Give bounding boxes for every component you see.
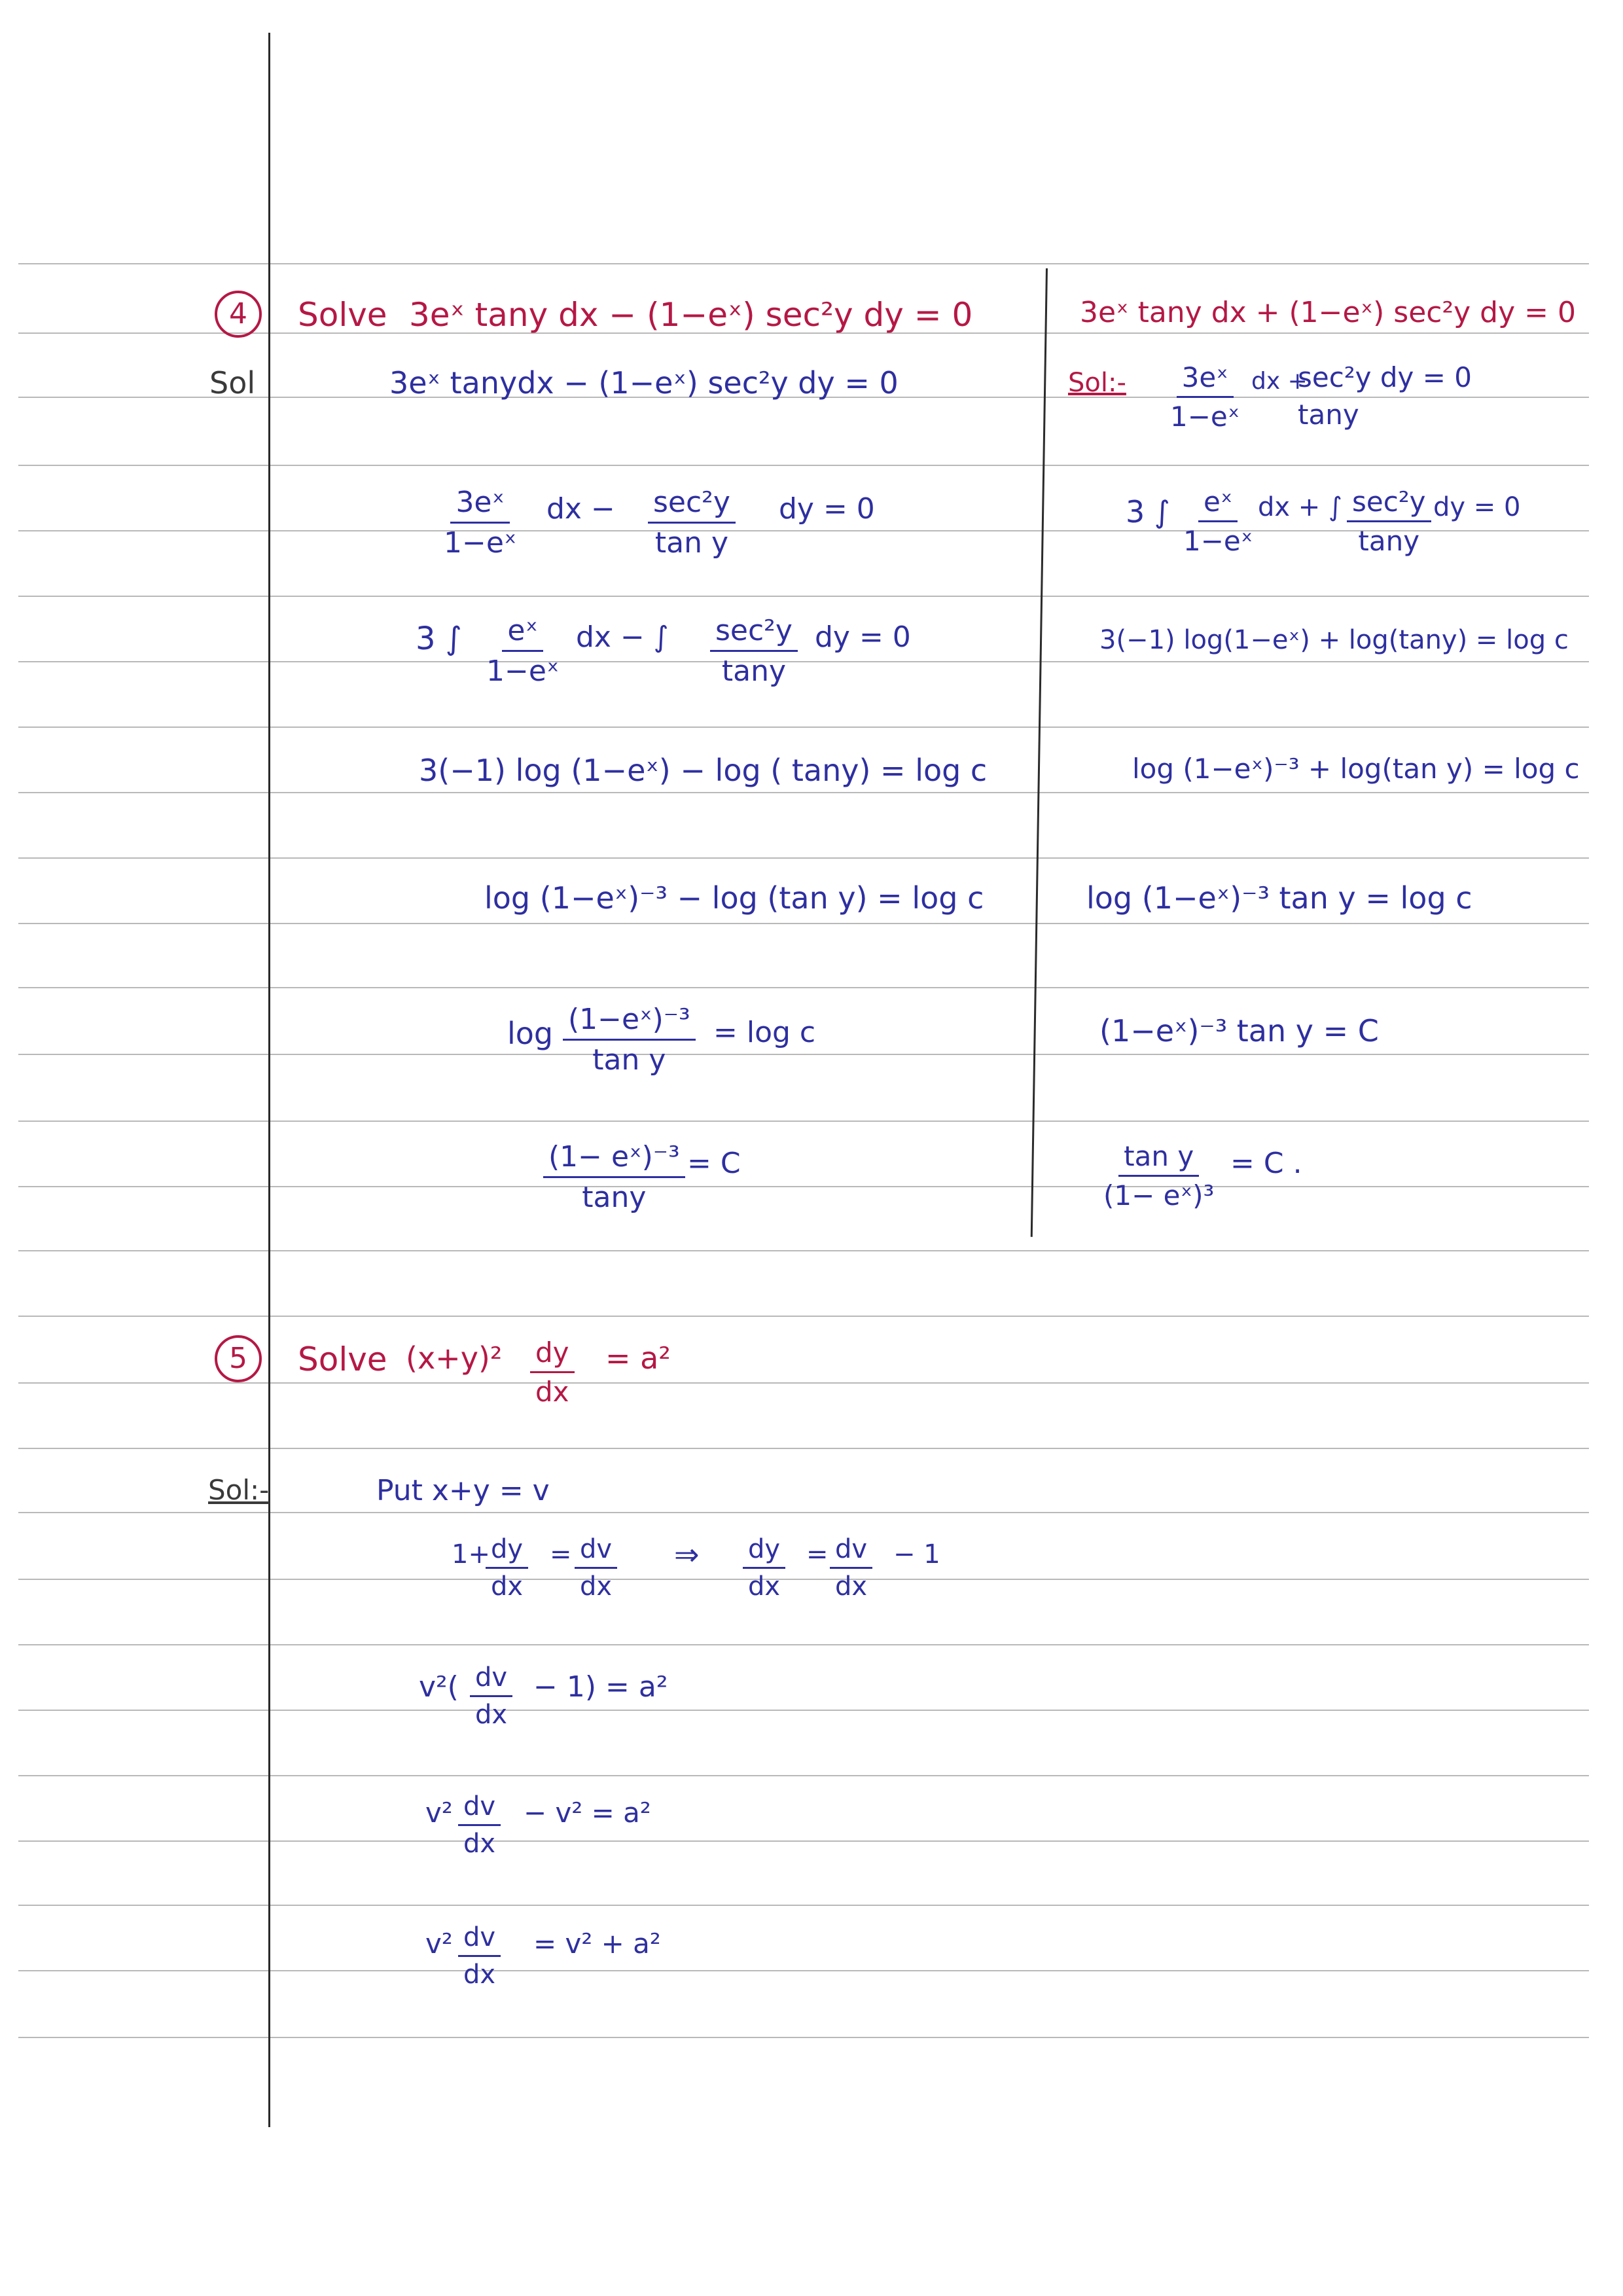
p5-s3-end: − v² = a² — [524, 1797, 651, 1829]
p4-step7-end: = C — [687, 1147, 741, 1180]
rule-line — [18, 1316, 1589, 1317]
rule-line — [18, 1186, 1589, 1187]
alt-step4: log (1−eˣ)⁻³ + log(tan y) = log c — [1132, 753, 1580, 785]
rule-line — [18, 1840, 1589, 1842]
alt-step5: log (1−eˣ)⁻³ tan y = log c — [1086, 880, 1472, 916]
denominator: dx — [835, 1571, 868, 1602]
p5-put: Put x+y = v — [376, 1474, 550, 1507]
p5-s2-left: v²( — [419, 1670, 459, 1704]
alt-step2-left: 3 ∫ — [1126, 494, 1170, 529]
problem-number-4: 4 — [215, 291, 262, 338]
denominator: dx — [535, 1376, 569, 1408]
rule-line — [18, 1054, 1589, 1055]
rule-line — [18, 726, 1589, 728]
alt-question: 3eˣ tany dx + (1−eˣ) sec²y dy = 0 — [1080, 296, 1576, 329]
p5-s1-eq2: = — [806, 1539, 829, 1570]
alt-step2-mid: dx + ∫ — [1258, 492, 1342, 522]
alt-step2-frac-a — [1178, 486, 1258, 557]
p5-s3-frac — [458, 1791, 501, 1859]
p4-step3-frac-b — [710, 614, 798, 688]
rule-line — [18, 465, 1589, 466]
alt-step2-end: dy = 0 — [1433, 492, 1521, 522]
rule-line — [18, 1775, 1589, 1776]
denominator: dx — [463, 1960, 496, 1990]
denominator: (1− eˣ)³ — [1103, 1179, 1215, 1211]
p5-s1-frac-c — [743, 1534, 785, 1602]
rule-line — [18, 923, 1589, 924]
denominator: tan y — [592, 1043, 666, 1077]
sol-label-5: Sol:- — [208, 1474, 270, 1506]
p4-step7-frac — [543, 1140, 685, 1214]
numerator: dv — [458, 1791, 501, 1826]
denominator: tany — [582, 1181, 647, 1214]
alt-step1-frac-a — [1165, 361, 1245, 433]
alt-step1-frac-b — [1293, 361, 1477, 431]
numerator: dy — [530, 1336, 575, 1373]
numerator: dy — [743, 1534, 785, 1569]
numerator: sec²y — [1347, 486, 1431, 522]
numerator: (1−eˣ)⁻³ — [563, 1003, 696, 1041]
p5-s1-eq: = — [550, 1539, 572, 1570]
p5-s3-left: v² — [425, 1797, 453, 1829]
denominator: 1−eˣ — [486, 655, 560, 688]
p5-s4-left: v² — [425, 1928, 453, 1960]
denominator: tany — [721, 655, 786, 688]
rule-line — [18, 1905, 1589, 1906]
solve-label-5: Solve — [298, 1340, 387, 1378]
numerator: tan y — [1118, 1140, 1199, 1177]
numerator: 3eˣ — [450, 486, 510, 524]
p5-q-left: (x+y)² — [406, 1340, 503, 1376]
numerator: 3eˣ — [1177, 361, 1234, 398]
p4-step6-end: = log c — [713, 1016, 816, 1049]
numerator: (1− eˣ)⁻³ — [543, 1140, 685, 1178]
alt-step3: 3(−1) log(1−eˣ) + log(tany) = log c — [1099, 625, 1569, 655]
rule-line — [18, 1644, 1589, 1645]
denominator: 1−eˣ — [444, 526, 517, 560]
p4-step2-frac-b — [648, 486, 736, 560]
rule-line — [18, 1970, 1589, 1971]
p4-step3-frac-a — [481, 614, 564, 688]
problem4-question: 3eˣ tany dx − (1−eˣ) sec²y dy = 0 — [409, 296, 973, 334]
p4-step5: log (1−eˣ)⁻³ − log (tan y) = log c — [484, 880, 984, 916]
p5-s1-end: − 1 — [893, 1539, 940, 1570]
p4-step6-frac — [563, 1003, 696, 1077]
denominator: dx — [463, 1829, 496, 1859]
p5-s1-arrow: ⇒ — [674, 1537, 700, 1572]
p5-s1-frac-b — [575, 1534, 617, 1602]
rule-line — [18, 263, 1589, 264]
p4-step1: 3eˣ tanydx − (1−eˣ) sec²y dy = 0 — [389, 365, 899, 401]
margin-line — [268, 33, 270, 2127]
p4-step6-left: log — [507, 1016, 554, 1051]
numerator: sec²y — [648, 486, 736, 524]
p5-s4-frac — [458, 1922, 501, 1990]
denominator: dx — [748, 1571, 781, 1602]
rule-line — [18, 1710, 1589, 1711]
p5-s2-frac — [470, 1662, 512, 1730]
numerator: dv — [458, 1922, 501, 1957]
p5-s2-end: − 1) = a² — [533, 1670, 668, 1704]
numerator: dv — [470, 1662, 512, 1697]
rule-line — [18, 2037, 1589, 2038]
denominator: dx — [491, 1571, 524, 1602]
rule-line — [18, 987, 1589, 988]
numerator: dv — [575, 1534, 617, 1569]
p5-q-end: = a² — [605, 1340, 671, 1376]
problem-number-5: 5 — [215, 1335, 262, 1382]
solve-label: Solve — [298, 296, 387, 334]
rule-line — [18, 1512, 1589, 1513]
numerator: sec²y dy = 0 — [1298, 361, 1472, 393]
alt-step6: (1−eˣ)⁻³ tan y = C — [1099, 1013, 1379, 1049]
p4-step2-mid: dx − — [546, 492, 615, 526]
denominator: 1−eˣ — [1183, 525, 1253, 557]
p4-step2-frac-a — [438, 486, 522, 560]
denominator: dx — [580, 1571, 613, 1602]
denominator: tan y — [654, 526, 728, 560]
p5-q-frac — [530, 1336, 575, 1408]
rule-line — [18, 596, 1589, 597]
alt-step1-mid: dx + — [1251, 368, 1308, 395]
rule-line — [18, 1448, 1589, 1449]
column-divider — [1031, 268, 1048, 1237]
numerator: eˣ — [1198, 486, 1238, 522]
alt-step2-frac-b — [1347, 486, 1431, 557]
p5-s1-left: 1+ — [452, 1539, 490, 1570]
p4-step4: 3(−1) log (1−eˣ) − log ( tany) = log c — [419, 753, 988, 788]
p4-step2-end: dy = 0 — [779, 492, 875, 526]
rule-line — [18, 1579, 1589, 1580]
numerator: eˣ — [502, 614, 543, 652]
denominator: tany — [1358, 525, 1420, 557]
rule-line — [18, 792, 1589, 793]
sol-label: Sol — [209, 365, 256, 401]
rule-line — [18, 1382, 1589, 1384]
p5-s1-frac-d — [830, 1534, 872, 1602]
p4-step3-mid: dx − ∫ — [576, 620, 669, 654]
alt-step7-end: = C . — [1230, 1147, 1302, 1180]
denominator: tany — [1298, 399, 1359, 431]
rule-line — [18, 1121, 1589, 1122]
p5-s1-frac-a — [486, 1534, 528, 1602]
p4-step3-left: 3 ∫ — [416, 620, 462, 657]
numerator: dy — [486, 1534, 528, 1569]
denominator: 1−eˣ — [1170, 401, 1240, 433]
p4-step3-end: dy = 0 — [815, 620, 911, 654]
rule-line — [18, 661, 1589, 662]
numerator: sec²y — [710, 614, 798, 652]
rule-line — [18, 857, 1589, 859]
numerator: dv — [830, 1534, 872, 1569]
alt-step7-frac — [1098, 1140, 1219, 1211]
rule-line — [18, 1250, 1589, 1251]
p5-s4-end: = v² + a² — [533, 1928, 661, 1960]
denominator: dx — [475, 1700, 508, 1730]
alt-sol-label: Sol:- — [1068, 368, 1126, 398]
